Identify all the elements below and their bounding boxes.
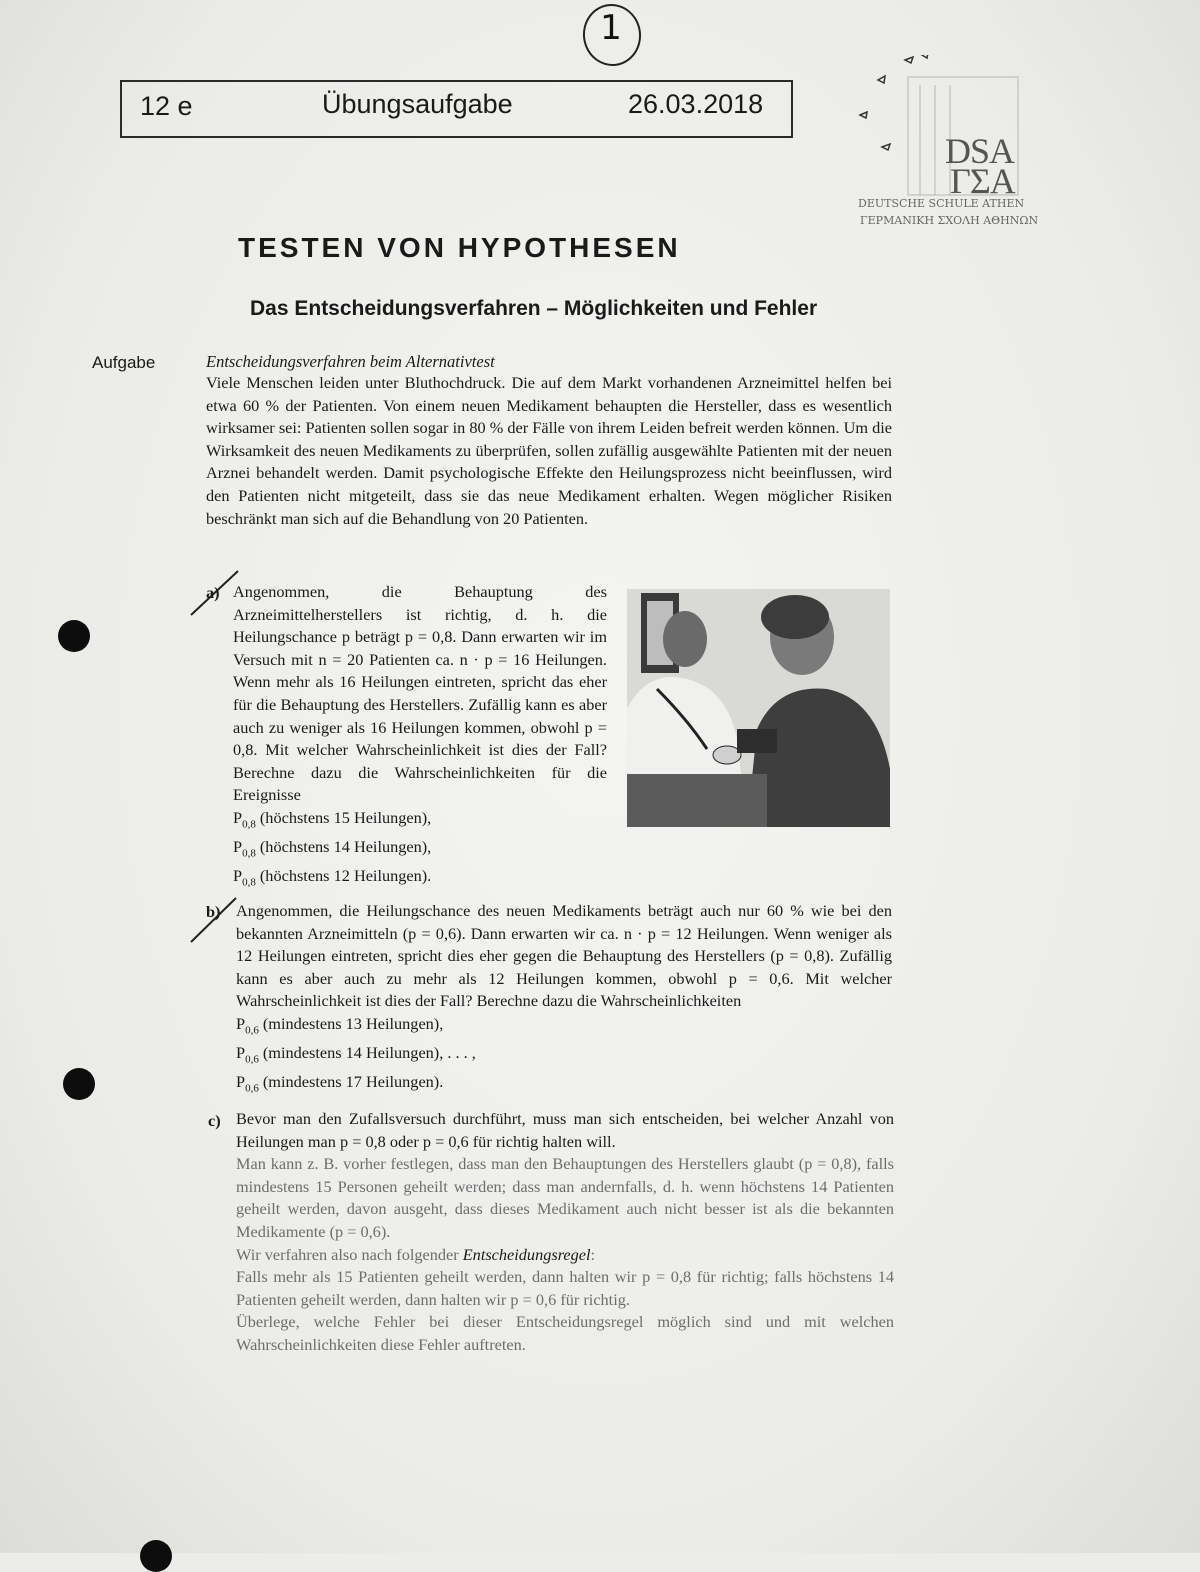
photo-illustration-icon	[627, 589, 890, 827]
part-c-text-3: Falls mehr als 15 Patienten geheilt werden, dann halten wir p = 0,8 für richtig; falls höchstens 14 Patienten geheilt werden, dann halten wir p = 0,6 für richtig.	[236, 1267, 894, 1309]
task-intro: Viele Menschen leiden unter Bluthochdruck. Die auf dem Markt vorhandenen Arzneimittel helfen bei etwa 60 % der Patienten. Von einem neuen Medikament behaupten die Hersteller, dass es wesentlich wirksamer sei: Patienten sollen sogar in 80 % der Fälle von ihrem Leiden befreit werden können. Um die Wirksamkeit des neuen Medikaments zu überprüfen, sollen zufällig ausgewählte Patienten mit der neuen Arznei behandelt werden. Damit psychologische Effekte den Heilungsprozess nicht beeinflussen, wird den Patienten nicht mitgeteilt, dass sie das neue Medikament erhalten. Wegen möglicher Risiken beschränkt man sich auf die Behandlung von 20 Patienten.	[206, 373, 892, 528]
part-c-text-2: Man kann z. B. vorher festlegen, dass man den Behauptungen des Herstellers glaubt (p = 0,8), falls mindestens 15 Personen geheilt werden; dass man andernfalls, d. h. wenn höchstens 14 Patienten geheilt werden, davon ausgeht, dass dieses Medikament auch nicht besser ist als die bekannten Medikamente (p = 0,6).	[236, 1154, 894, 1241]
punch-hole-edge	[140, 1540, 172, 1572]
part-c-label: c)	[208, 1111, 221, 1130]
task-label: Aufgabe	[92, 353, 156, 372]
logo-line-de: DEUTSCHE SCHULE ATHEN	[858, 197, 1025, 210]
part-c-text-1: Bevor man den Zufallsversuch durchführt, muss man sich entscheiden, bei welcher Anzahl von Heilungen man p = 0,8 oder p = 0,6 für richtig halten will.	[236, 1109, 894, 1151]
logo-abbr-greek: ΓΣΑ	[950, 161, 1015, 201]
part-b-text: Angenommen, die Heilungschance des neuen Medikaments beträgt auch nur 60 % wie bei den bekannten Arzneimitteln (p = 0,6). Dann erwarten wir ca. n · p = 12 Heilungen. Wenn weniger als 12 Heilungen eintreten, spricht dies eher gegen die Behauptung des Herstellers (p = 0,8). Zufällig kann es aber auch zu mehr als 12 Heilungen kommen, obwohl p = 0,6. Mit welcher Wahrscheinlichkeit ist dies der Fall? Berechne dazu die Wahrscheinlichkeiten	[236, 901, 892, 1011]
main-title: TESTEN VON HYPOTHESEN	[238, 232, 681, 263]
part-b	[236, 900, 892, 1100]
part-c-text-4: Überlege, welche Fehler bei dieser Entscheidungsregel möglich sind und mit welchen Wahrscheinlichkeiten diese Fehler auftreten.	[236, 1312, 894, 1354]
part-a-text: Angenommen, die Behauptung des Arzneimittelherstellers ist richtig, d. h. die Heilungschance p beträgt p = 0,8. Dann erwarten wir im Versuch mit n = 20 Patienten ca. n · p = 16 Heilungen. Wenn mehr als 16 Heilungen eintreten, spricht das eher für die Behauptung des Herstellers. Zufällig kann es aber auch zu weniger als 16 Heilungen kommen, obwohl p = 0,8. Mit welcher Wahrscheinlichkeit ist dies der Fall? Berechne dazu die Wahrscheinlichkeiten für die Ereignisse	[233, 582, 607, 805]
part-a	[233, 581, 607, 893]
header-class: 12 e	[140, 91, 193, 121]
part-a-event-1: $P_{0,8}$ (höchstens 15 Heilungen),	[233, 807, 432, 831]
logo-abbr-latin: DSA	[945, 131, 1015, 171]
punch-hole-top	[58, 620, 90, 652]
photo-blood-pressure-measurement	[627, 589, 890, 827]
page-number: 1	[600, 8, 622, 48]
part-a-label: a)	[206, 583, 220, 602]
part-c-rule-line: Wir verfahren also nach folgender Entscheidungsregel:	[236, 1244, 596, 1264]
part-a-event-2: $P_{0,8}$ (höchstens 14 Heilungen),	[233, 836, 432, 860]
part-b-event-3: $P_{0,6}$ (mindestens 17 Heilungen).	[236, 1071, 444, 1094]
subtitle: Das Entscheidungsverfahren – Möglichkeiten und Fehler	[250, 297, 818, 320]
header-date: 26.03.2018	[628, 89, 764, 119]
header-title: Übungsaufgabe	[322, 89, 513, 119]
part-b-event-1: $P_{0,6}$ (mindestens 13 Heilungen),	[236, 1013, 444, 1037]
task-heading: Entscheidungsverfahren beim Alternativtest	[206, 352, 495, 371]
logo-line-gr: ΓΕΡΜΑΝΙΚΗ ΣΧΟΛΗ ΑΘΗΝΩΝ	[860, 214, 1039, 227]
part-a-event-3: $P_{0,8}$ (höchstens 12 Heilungen).	[233, 865, 432, 888]
part-b-event-2: $P_{0,6}$ (mindestens 14 Heilungen), . . . ,	[236, 1042, 476, 1066]
part-b-label: b)	[206, 902, 221, 921]
punch-hole-bottom	[63, 1068, 95, 1100]
part-c	[236, 1108, 894, 1357]
